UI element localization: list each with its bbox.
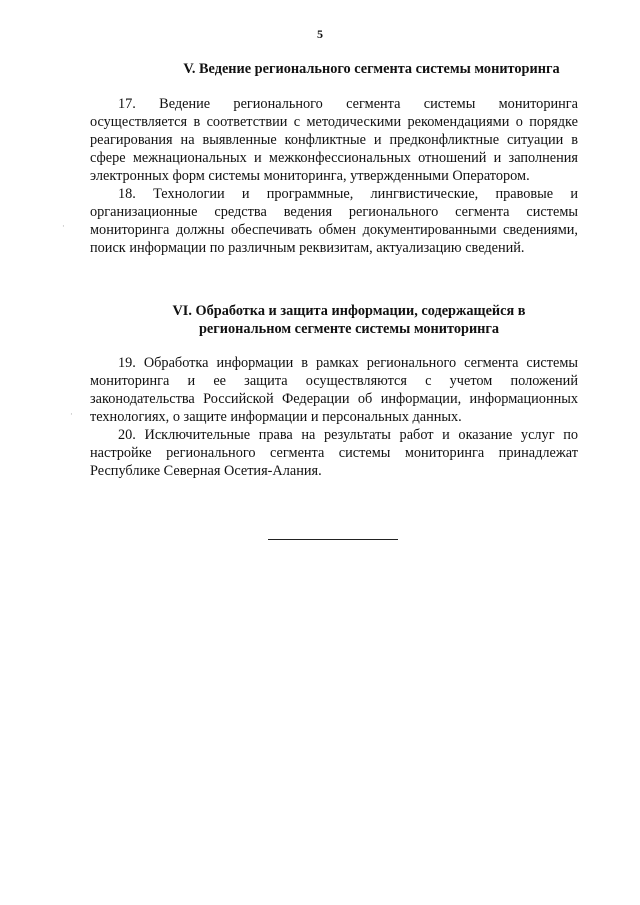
section-body <box>90 95 578 257</box>
closing-divider-line <box>268 539 398 540</box>
section-title-line: VI. Обработка и защита информации, содержащейся в <box>172 303 526 319</box>
section-vi <box>90 302 578 480</box>
paragraph-17: 17. Ведение регионального сегмента системы мониторинга осуществляется в соответствии с методическими рекомендациями о порядке реагирования на выявленные конфликтные и предконфликтные ситуации в сфере межнациональных и межконфессиональных отношений и заполнения электронных форм системы мониторинга, утвержденными Оператором. <box>90 96 578 184</box>
section-v <box>90 60 578 257</box>
paragraph-18: 18. Технологии и программные, лингвистические, правовые и организационные средства ведения регионального сегмента системы мониторинга должны обеспечивать обмен документированными сведениями, поиск информации по различным реквизитам, актуализацию сведений. <box>90 186 578 256</box>
section-title-line: региональном сегменте системы мониторинга <box>198 321 500 337</box>
section-body <box>90 354 578 480</box>
section-title-line: V. Ведение регионального сегмента системы мониторинга <box>183 61 560 77</box>
scan-mark: · <box>62 222 65 232</box>
section-title <box>145 60 598 78</box>
paragraph-20: 20. Исключительные права на результаты работ и оказание услуг по настройке регионального сегмента системы мониторинга принадлежат Республике Северная Осетия-Алания. <box>90 427 578 479</box>
scan-mark: · <box>70 410 73 420</box>
paragraph-19: 19. Обработка информации в рамках регионального сегмента системы мониторинга и ее защита осуществляются с учетом положений законодательства Российской Федерации об информации, информационных технологиях, о защите информации и персональных данных. <box>90 355 578 425</box>
page-number: 5 <box>317 27 323 41</box>
section-title <box>120 302 578 338</box>
